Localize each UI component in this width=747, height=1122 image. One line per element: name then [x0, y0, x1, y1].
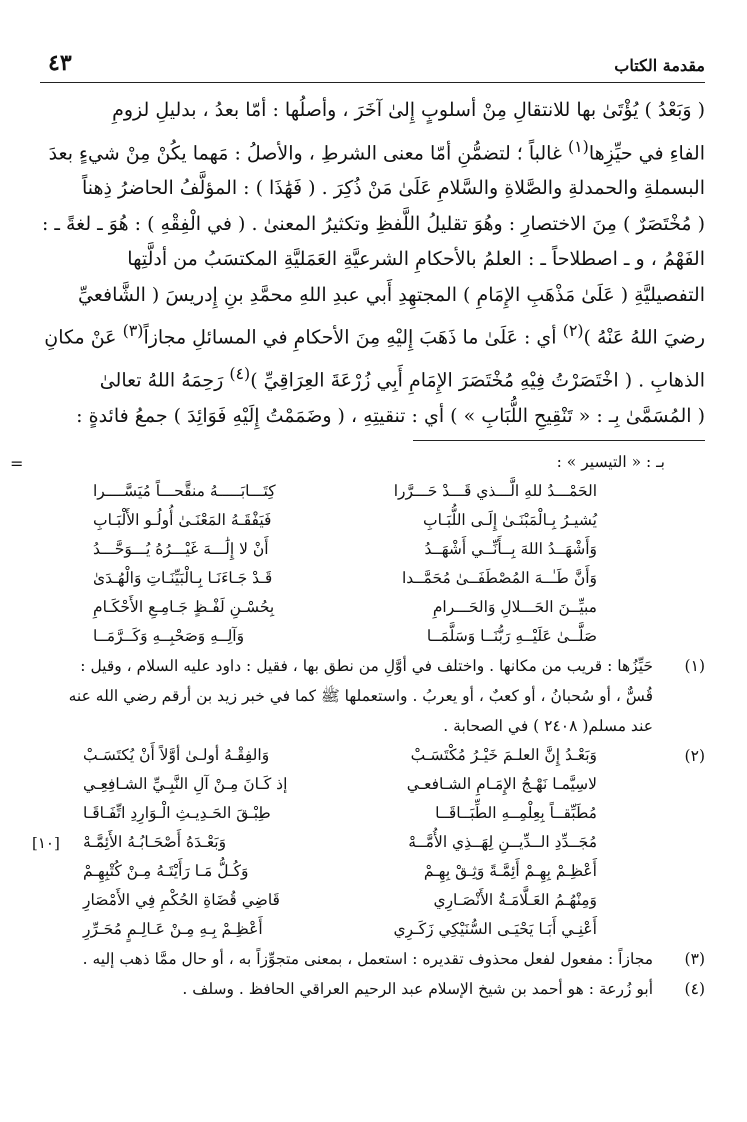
- verse-second-hemistich: وَآلِــهِ وَصَحْبِــهِ وَكَــرَّمَــا: [93, 627, 245, 646]
- footnote-separator: [413, 440, 705, 441]
- footnote-number: (١): [684, 657, 705, 676]
- verse-second-hemistich: وَكُـلُّ مَـا رَأَيْتَـهُ مِـنْ كُتْبِهِـمْ: [83, 862, 249, 881]
- verse-first-hemistich: الحَمْـــدُ للهِ الَّـــذي قَـــدْ حَـــرَّرا: [393, 482, 597, 501]
- verse-second-hemistich: قَـدْ جَـاءَنَـا بِـالْبَيِّنَـاتِ وَالْهُـدَىٰ: [93, 569, 273, 588]
- verse-second-hemistich: إذ كَـانَ مِـنْ آلِ النَّبِـيِّ الشـافِعِـي: [83, 775, 288, 794]
- original-page-marker: [١٠]: [32, 834, 60, 853]
- footnote-number: (٣): [684, 950, 705, 969]
- verse-first-hemistich: أَعْظِـمْ بِهِـمْ أَئِمَّـةً وَثِـقْ بِهِـمْ: [423, 862, 597, 881]
- footnotes: [10, 447, 705, 1004]
- footnote-line: عند مسلم( ٢٤٠٨ ) في الصحابة .: [443, 717, 653, 736]
- verse-second-hemistich: فَيَفْقَـهُ المَعْنَـىٰ أُولُـو الأَلْبَـابِ: [93, 511, 272, 530]
- footnote-line: أبو زُرعة : هو أحمد بن شيخ الإسلام عبد الرحيم العراقي الحافظ . وسلف .: [182, 980, 653, 999]
- continuation-mark: =: [10, 454, 24, 474]
- verse-second-hemistich: وَبَعْـدَهُ أَصْحَـابُـهُ الأَئِمَّـهْ: [83, 833, 227, 852]
- footnote-ref[interactable]: (١): [567, 136, 589, 156]
- verse-first-hemistich: وَأَنَّ طَـٰــهَ المُصْطَفَــىٰ مُحَمَّــدا: [401, 569, 597, 588]
- main-line: الفَهْمُ ، و ـ اصطلاحاً ـ : العلمُ بالأحكامِ الشرعيَّةِ العَمَليَّةِ المكتسَبُ من أدلَّتِها: [127, 248, 705, 271]
- page: [10, 48, 705, 1004]
- footnote-1: [40, 651, 705, 741]
- main-line: البسملةِ والحمدلةِ والصَّلاةِ والسَّلامِ عَلَىٰ مَنْ ذُكِرَ . ( فَهَٰذَا ) : المؤلَّفُ الحاضرُ ذِهناً: [81, 177, 705, 200]
- verse-first-hemistich: صَلَّــىٰ عَلَيْــهِ رَبُّنَــا وَسَلَّمَــا: [426, 627, 597, 646]
- verse-line: [75, 799, 605, 828]
- verse-line: [85, 477, 605, 506]
- verse-line: [75, 857, 605, 886]
- verse-line: [75, 770, 605, 799]
- footnote-ref[interactable]: (٤): [229, 364, 251, 384]
- verse-line: [85, 564, 605, 593]
- verse-line: [85, 535, 605, 564]
- verse-first-hemistich: مُطَبِّقــاً بِعِلْمِــهِ الطِّبَــاقَــا: [435, 804, 597, 823]
- main-line: التفصيليَّةِ ( عَلَىٰ مَذْهَبِ الإِمَامِ ) المجتهِدِ أَبي عبدِ اللهِ محمَّدِ بنِ إِدريسَ ( الشَّافعيِّ: [78, 283, 705, 306]
- verse-line: [75, 741, 605, 770]
- poem-block-1: [85, 477, 605, 651]
- verse-first-hemistich: مبيِّــنَ الحَـــلالِ وَالحَـــرامِ: [432, 598, 597, 617]
- verse-first-hemistich: أَعْنِـي أَبَـا يَحْيَـى السُّنَيْكِي زَكَـرِي: [393, 920, 597, 939]
- verse-line: [85, 622, 605, 651]
- page-number: ٤٣: [48, 50, 72, 76]
- verse-first-hemistich: يُشيـرُ بِـالْمَبْنَـىٰ إِلَـى اللُّبَـابِ: [423, 511, 597, 530]
- footnote-intro: بـ : « التيسير » :: [556, 453, 665, 472]
- verse-line: [75, 828, 605, 857]
- poem-block-2: [75, 741, 605, 944]
- footnote-4: [40, 974, 705, 1004]
- verse-first-hemistich: لاسِيَّمـا نَهْـجُ الإِمَـامِ الشـافعـي: [406, 775, 597, 794]
- footnote-ref[interactable]: (٣): [122, 321, 144, 341]
- verse-first-hemistich: وَأَشْهَــدُ اللهَ بِــأَنِّــي أَشْهَــدُ: [424, 540, 597, 559]
- verse-second-hemistich: أَنْ لا إِلَٰـــهَ غَيْـــرُهُ يُـــوَحَّـــدُ: [93, 540, 269, 559]
- verse-second-hemistich: وَالفِقْـهُ أولـىٰ أوَّلاً أَنْ يُكتَسَـبْ: [83, 746, 270, 765]
- verse-line: [85, 593, 605, 622]
- main-line: ( وَبَعْدُ ) يُؤْتَىٰ بها للانتقالِ مِنْ أسلوبٍ إِلىٰ آخَرَ ، وأصلُها : أمّا بعدُ ، بدليلِ لزومِ: [112, 99, 705, 121]
- chapter-title: مقدمة الكتاب: [614, 56, 705, 75]
- verse-line: [75, 915, 605, 944]
- verse-first-hemistich: وَبَعْـدُ إِنَّ العلـمَ خَيْـرُ مُكْتَسَـبْ: [410, 746, 597, 765]
- footnote-number: (٢): [684, 747, 705, 766]
- footnote-number: (٤): [684, 980, 705, 999]
- main-line: ( مُخْتَصَرٌ ) مِنَ الاختصارِ : وهُوَ تقليلُ اللَّفظِ وتكثيرُ المعنىٰ . ( في الْفِقْهِ ) : هُوَ ـ لغةً ـ :: [41, 212, 705, 235]
- main-line: الفاءِ في حيِّزِها$^{(١)}$ غالباً ؛ لتضمُّنِ أمّا معنى الشرطِ ، والأصلُ : مَهما يكُنْ مِنْ شيءٍ بعدَ: [48, 136, 705, 164]
- main-text: [40, 93, 705, 434]
- main-line: ( المُسَمَّىٰ بِـ : « تَنْقِيحِ اللُّبَابِ » ) أي : تنقيتِهِ ، ( وضَمَمْتُ إِلَيْهِ فَوَائِدَ ) جمعُ فائدةٍ :: [76, 404, 705, 427]
- footnote-line: قُسٌّ ، أو سُحبانُ ، أو كعبٌ ، أو يعربُ . واستعملها ﷺ كما في خبر زيد بن أرقم رضي الله عنه: [68, 687, 653, 706]
- footnote-line: مجازاً : مفعول لفعل محذوف تقديره : استعمل ، بمعنى متجوِّزاً به ، أو حال ممَّا ذهب إليه .: [82, 950, 653, 969]
- verse-line: [75, 886, 605, 915]
- verse-first-hemistich: مُجَــدِّدِ الــدِّيــنِ لِهَــذِي الأُمَّــهْ: [408, 833, 597, 852]
- footnote-ref[interactable]: (٢): [562, 321, 584, 341]
- verse-second-hemistich: كِتَـــابَـــــهُ منقَّحـــاً مُيَسَّــــرا: [93, 482, 276, 501]
- main-line: رضيَ اللهُ عَنْهُ )$^{(٢)}$ أي : عَلَىٰ ما ذَهَبَ إِليْهِ مِنَ الأحكامِ في المسائلِ مجازاً$^{(٣)}$ عَنْ مكانِ: [44, 321, 705, 349]
- verse-second-hemistich: بِحُسْـنِ لَفْـظٍ جَـامِـعِ الأَحْكَـامِ: [93, 598, 275, 617]
- verse-second-hemistich: طِبْـقَ الحَـدِيـثِ الْـوَارِدِ اتِّفَـاقَـا: [83, 804, 271, 823]
- main-line: الذهابِ . ( اخْتَصَرْتُ فِيْهِ مُخْتَصَرَ الإِمَامِ أَبِي زُرْعَةَ العِرَاقِيِّ )$^{(٤)}$ رَحِمَهُ اللهُ تعالىٰ: [99, 364, 705, 392]
- verse-line: [85, 506, 605, 535]
- verse-second-hemistich: أَعْظِـمْ بِـهِ مِـنْ عَـالِـمٍ مُحَـرِّرِ: [83, 920, 263, 939]
- running-header: [40, 48, 705, 83]
- verse-first-hemistich: وَمِنْهُـمُ العَـلَّامَـةُ الأَنْصَـارِي: [433, 891, 597, 910]
- footnote-2: [32, 741, 705, 944]
- verse-second-hemistich: قَاضِي قُضَاةِ الحُكْمِ فِي الأَمْصَارِ: [83, 891, 280, 910]
- footnote-line: حَيِّزُها : قريب من مكانها . واختلف في أوَّلِ من نطق بها ، فقيل : داود عليه السلام ، وقيل :: [80, 657, 653, 676]
- footnote-3: [40, 944, 705, 974]
